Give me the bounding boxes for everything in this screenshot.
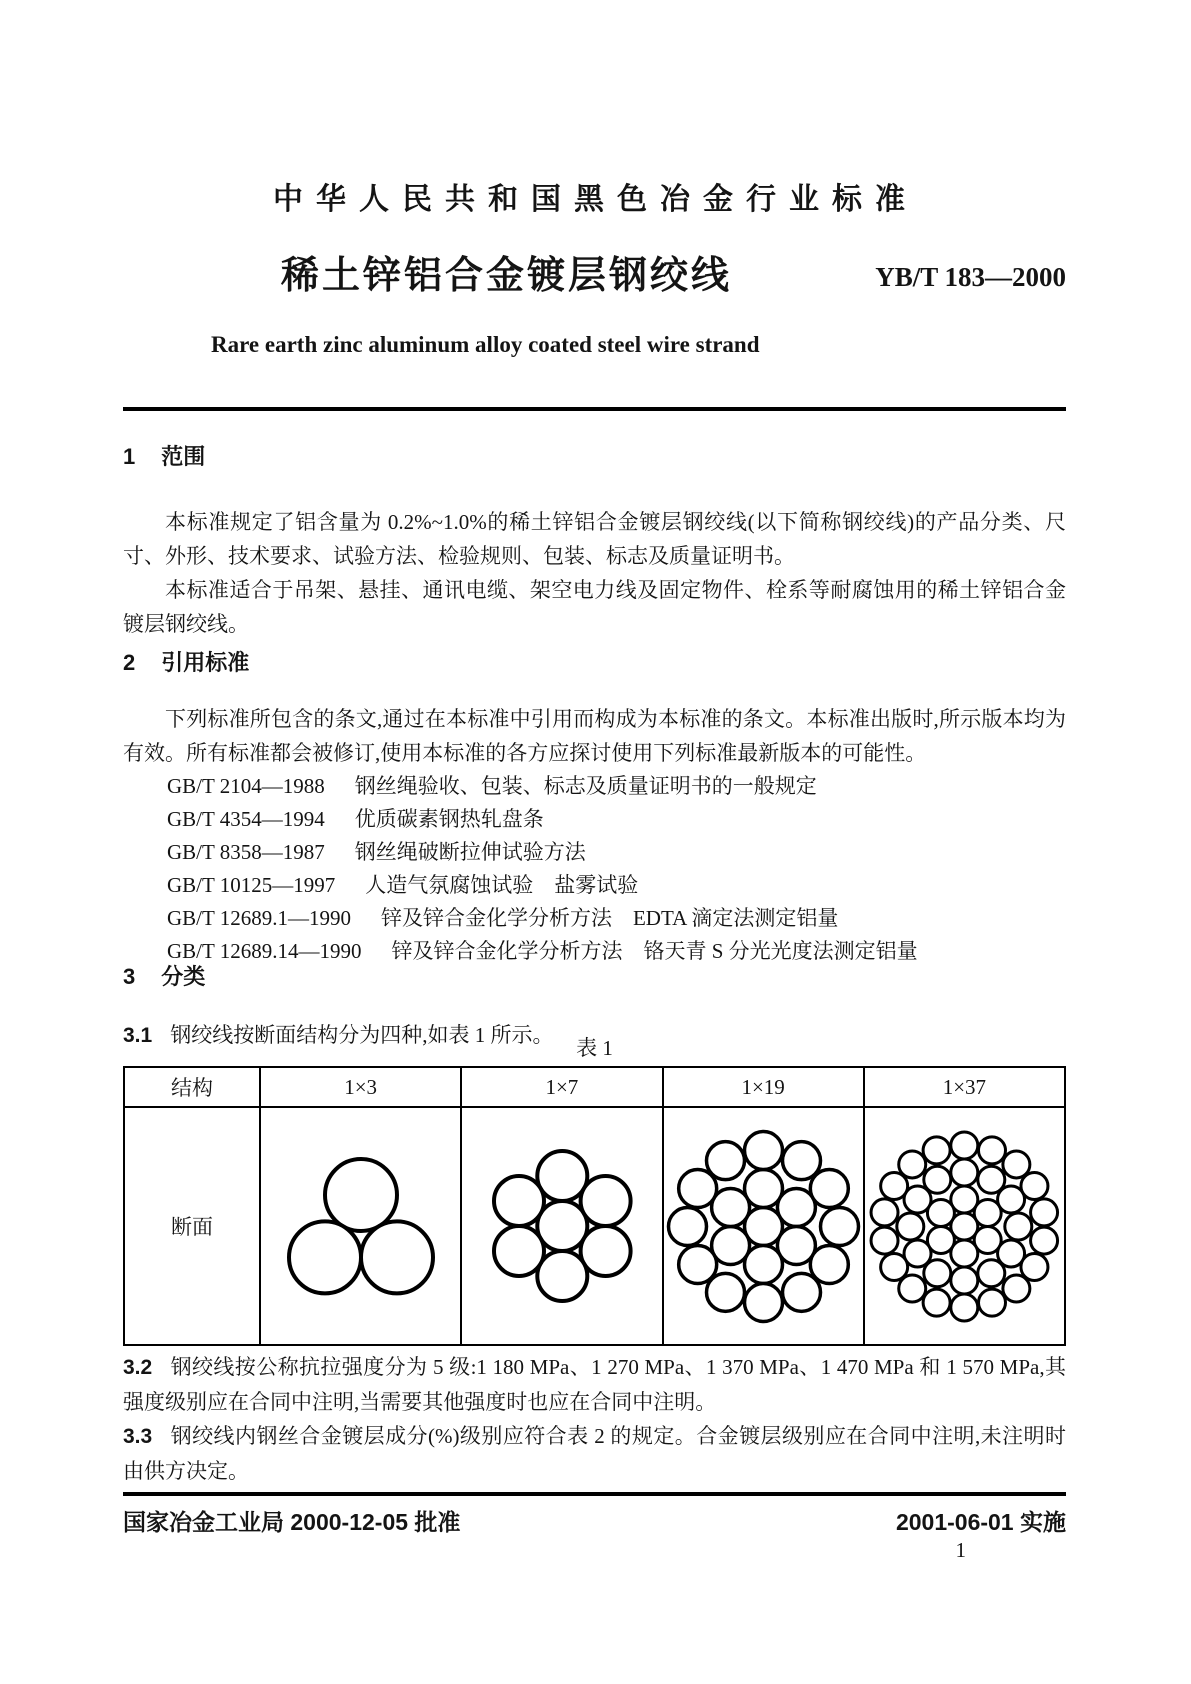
section-2-number: 2 bbox=[123, 650, 136, 675]
cross-section-diagram-1x19-cell bbox=[663, 1107, 864, 1345]
approval-note: 国家冶金工业局 2000-12-05 批准 bbox=[123, 1509, 461, 1535]
table-1-row-header-structure: 结构 bbox=[124, 1067, 260, 1107]
table-1-container bbox=[123, 1066, 1066, 1346]
table-1-caption: 表 1 bbox=[576, 1036, 613, 1060]
standard-number: YB/T 183—2000 bbox=[875, 262, 1066, 292]
scope-paragraph-1: 本标准规定了铝含量为 0.2%~1.0%的稀土锌铝合金镀层钢绞线(以下简称钢绞线)的产品分类、尺寸、外形、技术要求、试验方法、检验规则、包装、标志及质量证明书。 bbox=[123, 510, 1066, 568]
table-1-col-label-1x37: 1×37 bbox=[864, 1067, 1065, 1107]
document-title: 稀土锌铝合金镀层钢绞线 bbox=[281, 255, 733, 297]
footer-row bbox=[123, 1504, 1066, 1537]
cross-section-diagram-1x3-cell bbox=[260, 1107, 461, 1345]
cross-section-diagram-1x19 bbox=[664, 1128, 863, 1325]
cross-section-diagram-1x7-cell bbox=[461, 1107, 662, 1345]
reference-code: GB/T 2104—1988 bbox=[167, 774, 325, 798]
spacer bbox=[123, 992, 1066, 1018]
page-number: 1 bbox=[955, 1538, 966, 1562]
spacer bbox=[123, 678, 1066, 702]
title-row bbox=[123, 254, 1066, 300]
clause-3-2 bbox=[123, 1350, 1066, 1419]
standard-category-line: 中华人民共和国黑色冶金行业标准 bbox=[273, 183, 918, 216]
reference-code: GB/T 10125—1997 bbox=[167, 873, 336, 897]
reference-title: 钢丝绳验收、包装、标志及质量证明书的一般规定 bbox=[354, 774, 817, 798]
reference-item bbox=[123, 902, 1066, 935]
table-1-diagram-row bbox=[124, 1107, 1065, 1345]
header-divider bbox=[123, 407, 1066, 411]
spacer bbox=[123, 472, 1066, 505]
clauses-after-table bbox=[123, 1350, 1066, 1488]
clause-3-2-text: 钢绞线按公称抗拉强度分为 5 级:1 180 MPa、1 270 MPa、1 370 MPa、1 470 MPa 和 1 570 MPa,其强度级别应在合同中注明,当需要其他强度时也应在合同中注明。 bbox=[123, 1355, 1066, 1414]
section-2-title: 引用标准 bbox=[161, 650, 250, 675]
cross-section-diagram-1x7 bbox=[462, 1147, 661, 1305]
table-1 bbox=[123, 1066, 1066, 1346]
section-2-heading bbox=[123, 648, 1066, 678]
section-1-title: 范围 bbox=[161, 444, 206, 469]
section-3-number: 3 bbox=[123, 964, 136, 989]
references-intro: 下列标准所包含的条文,通过在本标准中引用而构成为本标准的条文。本标准出版时,所示版本均为有效。所有标准都会被修订,使用本标准的各方应探讨使用下列标准最新版本的可能性。 bbox=[123, 707, 1066, 765]
clause-3-3-number: 3.3 bbox=[123, 1425, 153, 1448]
reference-title: 人造气氛腐蚀试验 盐雾试验 bbox=[365, 873, 639, 897]
table-1-header-row bbox=[124, 1067, 1065, 1107]
reference-item bbox=[123, 869, 1066, 902]
reference-title: 锌及锌合金化学分析方法 EDTA 滴定法测定铝量 bbox=[380, 906, 839, 930]
reference-item bbox=[123, 836, 1066, 869]
scope-paragraph-2: 本标准适合于吊架、悬挂、通讯电缆、架空电力线及固定物件、栓系等耐腐蚀用的稀土锌铝合金镀层钢绞线。 bbox=[123, 578, 1066, 636]
clause-3-2-number: 3.2 bbox=[123, 1356, 153, 1379]
footer-divider bbox=[123, 1492, 1066, 1496]
cross-section-diagram-1x3 bbox=[261, 1155, 460, 1297]
reference-title: 锌及锌合金化学分析方法 铬天青 S 分光光度法测定铝量 bbox=[391, 939, 918, 963]
reference-title: 优质碳素钢热轧盘条 bbox=[354, 807, 544, 831]
table-1-col-label-1x7: 1×7 bbox=[461, 1067, 662, 1107]
clause-3-3-text: 钢绞线内钢丝合金镀层成分(%)级别应符合表 2 的规定。合金镀层级别应在合同中注明,未注明时由供方决定。 bbox=[123, 1424, 1066, 1483]
reference-item bbox=[123, 803, 1066, 836]
reference-item bbox=[123, 770, 1066, 803]
section-3-heading bbox=[123, 962, 1066, 992]
table-1-col-label-1x19: 1×19 bbox=[663, 1067, 864, 1107]
reference-code: GB/T 12689.14—1990 bbox=[167, 939, 362, 963]
reference-title: 钢丝绳破断拉伸试验方法 bbox=[354, 840, 586, 864]
clause-3-1-number: 3.1 bbox=[123, 1024, 153, 1047]
section-1-heading bbox=[123, 442, 1066, 472]
table-1-row-header-cross-section: 断面 bbox=[124, 1107, 260, 1345]
table-1-col-label-1x3: 1×3 bbox=[260, 1067, 461, 1107]
cross-section-diagram-1x37 bbox=[865, 1129, 1064, 1324]
section-3-title: 分类 bbox=[161, 964, 206, 989]
reference-code: GB/T 12689.1—1990 bbox=[167, 906, 351, 930]
reference-code: GB/T 8358—1987 bbox=[167, 840, 325, 864]
implementation-note: 2001-06-01 实施 bbox=[895, 1509, 1066, 1535]
reference-code: GB/T 4354—1994 bbox=[167, 807, 325, 831]
section-1-number: 1 bbox=[123, 444, 136, 469]
clause-3-1-text: 钢绞线按断面结构分为四种,如表 1 所示。 bbox=[170, 1023, 554, 1047]
section-2-references bbox=[123, 648, 1066, 968]
document-title-english: Rare earth zinc aluminum alloy coated steel wire strand bbox=[211, 332, 760, 357]
clause-3-3 bbox=[123, 1419, 1066, 1488]
section-1-scope bbox=[123, 442, 1066, 641]
cross-section-diagram-1x37-cell bbox=[864, 1107, 1065, 1345]
